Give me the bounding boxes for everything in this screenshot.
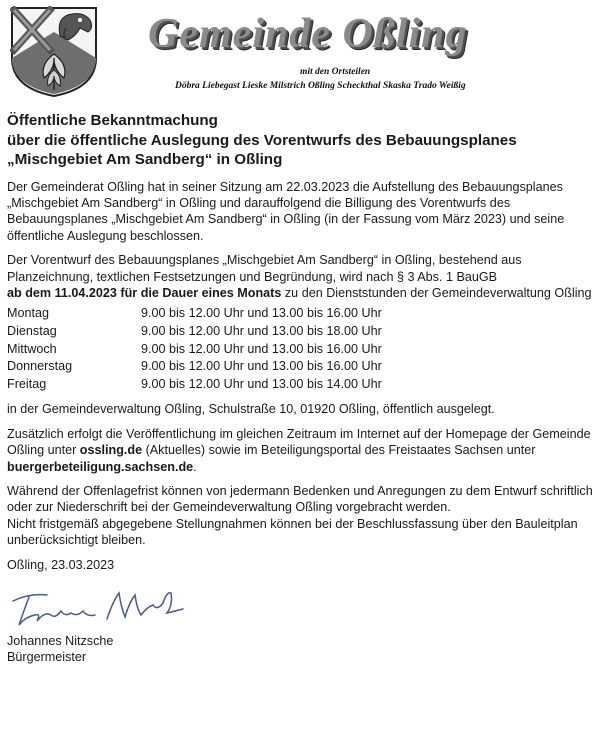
table-row bbox=[7, 323, 382, 341]
exhibition-location: in der Gemeindeverwaltung Oßling, Schulstraße 10, 01920 Oßling, öffentlich ausgelegt. bbox=[7, 402, 495, 417]
paragraph-exhibition bbox=[7, 252, 609, 301]
signature-image bbox=[7, 581, 187, 633]
hours-value: 9.00 bis 12.00 Uhr und 13.00 bis 16.00 Uhr bbox=[141, 341, 382, 356]
paragraph-online-text: Zusätzlich erfolgt die Veröffentlichung im gleichen Zeitraum im Internet auf der Homepage der Gemeinde Oßling unter bbox=[7, 426, 591, 458]
day-label: Montag bbox=[7, 306, 50, 321]
paragraph-online-mid: (Aktuelles) sowie im Beteiligungsportal des Freistaates Sachsen unter bbox=[142, 443, 536, 458]
day-label: Freitag bbox=[7, 376, 47, 391]
subtitle: mit den Ortsteilen bbox=[300, 67, 371, 77]
table-row bbox=[7, 341, 382, 359]
table-row bbox=[7, 358, 382, 376]
notice-heading: Öffentliche Bekanntmachung bbox=[7, 112, 218, 129]
table-row bbox=[7, 376, 382, 394]
hours-value: 9.00 bis 12.00 Uhr und 13.00 bis 16.00 Uhr bbox=[141, 306, 382, 321]
paragraph-objections: Während der Offenlagefrist können von jedermann Bedenken und Anregungen zu dem Entwurf schriftlich oder zur Niederschrift bei der Gemeindeverwaltung Oßling vorgebracht werden. bbox=[7, 483, 593, 515]
exhibition-period: ab dem 11.04.2023 für die Dauer eines Monats bbox=[7, 285, 282, 300]
signer-name: Johannes Nitzsche bbox=[7, 633, 114, 648]
notice-subheading-2: „Mischgebiet Am Sandberg“ in Oßling bbox=[7, 151, 283, 168]
paragraph-exhibition-tail: zu den Dienststunden der Gemeindeverwaltung Oßling bbox=[281, 285, 592, 300]
hours-value: 9.00 bis 12.00 Uhr und 13.00 bis 14.00 Uhr bbox=[141, 376, 382, 391]
municipality-title: Gemeinde Oßling bbox=[148, 11, 468, 57]
coat-of-arms-icon bbox=[10, 6, 98, 98]
paragraph-exhibition-text: Der Vorentwurf des Bebauungsplanes „Mischgebiet Am Sandberg“ in Oßling, bestehend aus Planzeichnung, textlichen Festsetzungen und Begründung, wird nach § 3 Abs. 1 BauGB bbox=[7, 253, 522, 284]
table-row bbox=[7, 305, 382, 323]
village-list: Döbra Liebegast Lieske Milstrich Oßling Scheckthal Skaska Trado Weißig bbox=[175, 81, 466, 91]
day-label: Dienstag bbox=[7, 323, 57, 338]
paragraph-deadline-note: Nicht fristgemäß abgegebene Stellungnahmen können bei der Beschlussfassung über den Bauleitplan unberücksichtigt bleiben. bbox=[7, 516, 578, 548]
notice-subheading-1: über die öffentliche Auslegung des Vorentwurfs des Bebauungsplanes bbox=[7, 131, 517, 149]
place-date: Oßling, 23.03.2023 bbox=[7, 557, 115, 572]
signer-title: Bürgermeister bbox=[7, 650, 87, 665]
hours-value: 9.00 bis 12.00 Uhr und 13.00 bis 18.00 Uhr bbox=[141, 323, 382, 338]
letterhead bbox=[0, 0, 615, 100]
hours-value: 9.00 bis 12.00 Uhr und 13.00 bis 16.00 Uhr bbox=[141, 359, 382, 374]
notice-body bbox=[7, 112, 609, 666]
portal-link[interactable]: buergerbeteiligung.sachsen.de bbox=[7, 459, 194, 474]
website-link[interactable]: ossling.de bbox=[79, 443, 143, 458]
paragraph-online bbox=[7, 426, 609, 475]
paragraph-resolution: Der Gemeinderat Oßling hat in seiner Sitzung am 22.03.2023 die Aufstellung des Bebauungsplanes „Mischgebiet Am Sandberg“ in Oßling und darauffolgend die Billigung des Vorentwurfs des Bebauungsplanes „Mischgebiet Am Sandberg“ in Oßling (in der Fassung vom März 2023) und seine öffentliche Auslegung beschlossen. bbox=[7, 179, 565, 243]
paragraph-online-end: . bbox=[193, 459, 197, 474]
office-hours-table bbox=[7, 305, 382, 393]
day-label: Mittwoch bbox=[7, 341, 57, 356]
day-label: Donnerstag bbox=[7, 359, 73, 374]
